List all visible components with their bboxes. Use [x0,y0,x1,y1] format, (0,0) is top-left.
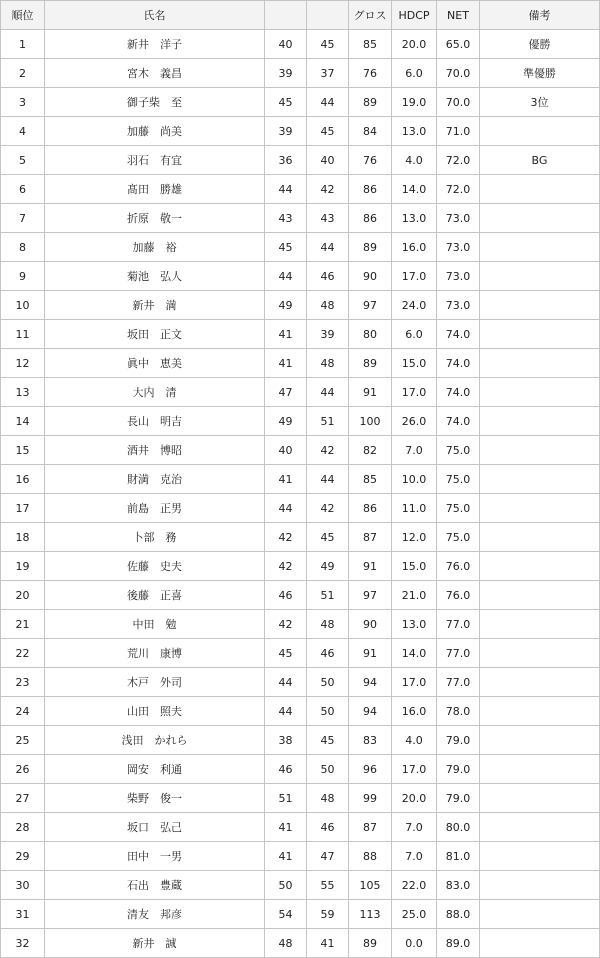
note-cell [480,784,600,813]
table-row [1,726,600,755]
note-cell [480,494,600,523]
in-score-cell: 43 [307,204,349,233]
net-cell: 65.0 [437,30,480,59]
gross-cell: 87 [349,813,392,842]
name-cell: 折原 敬一 [45,204,265,233]
gross-cell: 94 [349,697,392,726]
hdcp-cell: 13.0 [392,204,437,233]
note-cell [480,639,600,668]
out-score-cell: 44 [265,175,307,204]
name-cell: 新井 満 [45,291,265,320]
table-row [1,494,600,523]
table-row [1,784,600,813]
net-cell: 74.0 [437,349,480,378]
name-cell: 菊池 弘人 [45,262,265,291]
note-cell [480,871,600,900]
note-cell: 優勝 [480,30,600,59]
rank-cell: 5 [1,146,45,175]
out-score-cell: 45 [265,233,307,262]
table-row [1,465,600,494]
table-row [1,842,600,871]
note-cell [480,117,600,146]
in-score-cell: 48 [307,349,349,378]
rank-cell: 29 [1,842,45,871]
net-cell: 76.0 [437,581,480,610]
rank-cell: 22 [1,639,45,668]
in-score-cell: 39 [307,320,349,349]
note-cell [480,349,600,378]
rank-cell: 25 [1,726,45,755]
net-cell: 77.0 [437,610,480,639]
rank-cell: 2 [1,59,45,88]
name-cell: 新井 洋子 [45,30,265,59]
gross-cell: 89 [349,88,392,117]
note-cell [480,929,600,958]
net-cell: 73.0 [437,262,480,291]
note-cell [480,842,600,871]
note-cell [480,175,600,204]
note-cell [480,552,600,581]
out-score-cell: 44 [265,697,307,726]
name-cell: 羽石 有宜 [45,146,265,175]
hdcp-cell: 15.0 [392,349,437,378]
out-score-cell: 40 [265,30,307,59]
rank-cell: 8 [1,233,45,262]
table-header [1,1,600,30]
rank-cell: 3 [1,88,45,117]
in-score-cell: 47 [307,842,349,871]
out-score-cell: 51 [265,784,307,813]
table-row [1,697,600,726]
rank-cell: 24 [1,697,45,726]
header-net: NET [437,1,480,30]
net-cell: 80.0 [437,813,480,842]
net-cell: 71.0 [437,117,480,146]
net-cell: 81.0 [437,842,480,871]
gross-cell: 83 [349,726,392,755]
hdcp-cell: 0.0 [392,929,437,958]
table-row [1,523,600,552]
gross-cell: 82 [349,436,392,465]
gross-cell: 97 [349,581,392,610]
table-row [1,610,600,639]
header-rank: 順位 [1,1,45,30]
in-score-cell: 46 [307,639,349,668]
header-in [307,1,349,30]
table-row [1,262,600,291]
gross-cell: 113 [349,900,392,929]
hdcp-cell: 11.0 [392,494,437,523]
out-score-cell: 46 [265,581,307,610]
table-row [1,900,600,929]
net-cell: 70.0 [437,59,480,88]
table-row [1,871,600,900]
in-score-cell: 49 [307,552,349,581]
hdcp-cell: 16.0 [392,697,437,726]
out-score-cell: 42 [265,552,307,581]
note-cell [480,610,600,639]
name-cell: 柴野 俊一 [45,784,265,813]
net-cell: 74.0 [437,320,480,349]
hdcp-cell: 17.0 [392,262,437,291]
hdcp-cell: 13.0 [392,117,437,146]
gross-cell: 100 [349,407,392,436]
out-score-cell: 41 [265,842,307,871]
net-cell: 79.0 [437,726,480,755]
out-score-cell: 45 [265,639,307,668]
gross-cell: 90 [349,262,392,291]
in-score-cell: 44 [307,378,349,407]
out-score-cell: 45 [265,88,307,117]
name-cell: 中田 勉 [45,610,265,639]
rank-cell: 18 [1,523,45,552]
hdcp-cell: 7.0 [392,813,437,842]
net-cell: 77.0 [437,668,480,697]
hdcp-cell: 19.0 [392,88,437,117]
table-row [1,233,600,262]
hdcp-cell: 17.0 [392,378,437,407]
hdcp-cell: 7.0 [392,842,437,871]
note-cell [480,233,600,262]
header-hdcp: HDCP [392,1,437,30]
table-row [1,175,600,204]
out-score-cell: 38 [265,726,307,755]
net-cell: 75.0 [437,523,480,552]
note-cell [480,262,600,291]
hdcp-cell: 17.0 [392,755,437,784]
gross-cell: 88 [349,842,392,871]
table-row [1,117,600,146]
gross-cell: 80 [349,320,392,349]
rank-cell: 28 [1,813,45,842]
rank-cell: 10 [1,291,45,320]
table-row [1,378,600,407]
in-score-cell: 41 [307,929,349,958]
rank-cell: 21 [1,610,45,639]
name-cell: 佐藤 史夫 [45,552,265,581]
gross-cell: 90 [349,610,392,639]
name-cell: 坂田 正文 [45,320,265,349]
name-cell: 卜部 務 [45,523,265,552]
net-cell: 76.0 [437,552,480,581]
net-cell: 88.0 [437,900,480,929]
rank-cell: 12 [1,349,45,378]
note-cell: 準優勝 [480,59,600,88]
name-cell: 清友 邦彦 [45,900,265,929]
hdcp-cell: 10.0 [392,465,437,494]
rank-cell: 16 [1,465,45,494]
out-score-cell: 49 [265,407,307,436]
hdcp-cell: 6.0 [392,59,437,88]
note-cell [480,378,600,407]
in-score-cell: 42 [307,494,349,523]
hdcp-cell: 4.0 [392,726,437,755]
rank-cell: 20 [1,581,45,610]
hdcp-cell: 17.0 [392,668,437,697]
in-score-cell: 59 [307,900,349,929]
note-cell [480,697,600,726]
name-cell: 木戸 外司 [45,668,265,697]
gross-cell: 89 [349,349,392,378]
name-cell: 浅田 かれら [45,726,265,755]
hdcp-cell: 15.0 [392,552,437,581]
net-cell: 73.0 [437,204,480,233]
note-cell [480,320,600,349]
table-row [1,320,600,349]
net-cell: 79.0 [437,755,480,784]
out-score-cell: 44 [265,668,307,697]
table-row [1,668,600,697]
in-score-cell: 46 [307,813,349,842]
in-score-cell: 42 [307,436,349,465]
table-row [1,59,600,88]
name-cell: 岡安 利通 [45,755,265,784]
header-out [265,1,307,30]
gross-cell: 105 [349,871,392,900]
name-cell: 後藤 正喜 [45,581,265,610]
net-cell: 72.0 [437,175,480,204]
out-score-cell: 39 [265,117,307,146]
out-score-cell: 42 [265,523,307,552]
note-cell [480,204,600,233]
header-note: 備考 [480,1,600,30]
hdcp-cell: 20.0 [392,30,437,59]
net-cell: 77.0 [437,639,480,668]
net-cell: 73.0 [437,291,480,320]
net-cell: 74.0 [437,407,480,436]
note-cell [480,465,600,494]
table-row [1,349,600,378]
note-cell [480,581,600,610]
net-cell: 78.0 [437,697,480,726]
hdcp-cell: 7.0 [392,436,437,465]
table-body [1,30,600,958]
in-score-cell: 51 [307,581,349,610]
name-cell: 坂口 弘己 [45,813,265,842]
table-row [1,291,600,320]
table-row [1,436,600,465]
gross-cell: 85 [349,30,392,59]
rank-cell: 32 [1,929,45,958]
hdcp-cell: 22.0 [392,871,437,900]
in-score-cell: 51 [307,407,349,436]
in-score-cell: 45 [307,117,349,146]
name-cell: 大内 清 [45,378,265,407]
rank-cell: 11 [1,320,45,349]
table-row [1,639,600,668]
name-cell: 新井 誠 [45,929,265,958]
table-row [1,581,600,610]
name-cell: 田中 一男 [45,842,265,871]
name-cell: 財満 克治 [45,465,265,494]
hdcp-cell: 20.0 [392,784,437,813]
out-score-cell: 41 [265,465,307,494]
gross-cell: 97 [349,291,392,320]
rank-cell: 31 [1,900,45,929]
in-score-cell: 45 [307,523,349,552]
hdcp-cell: 14.0 [392,639,437,668]
table-row [1,552,600,581]
rank-cell: 4 [1,117,45,146]
net-cell: 89.0 [437,929,480,958]
name-cell: 御子柴 至 [45,88,265,117]
note-cell [480,755,600,784]
net-cell: 72.0 [437,146,480,175]
note-cell [480,407,600,436]
gross-cell: 91 [349,639,392,668]
name-cell: 加藤 尚美 [45,117,265,146]
note-cell [480,668,600,697]
gross-cell: 86 [349,494,392,523]
table-row [1,204,600,233]
note-cell [480,291,600,320]
out-score-cell: 41 [265,349,307,378]
hdcp-cell: 13.0 [392,610,437,639]
hdcp-cell: 12.0 [392,523,437,552]
hdcp-cell: 16.0 [392,233,437,262]
out-score-cell: 47 [265,378,307,407]
note-cell [480,900,600,929]
in-score-cell: 42 [307,175,349,204]
in-score-cell: 40 [307,146,349,175]
hdcp-cell: 24.0 [392,291,437,320]
table-row [1,30,600,59]
net-cell: 79.0 [437,784,480,813]
out-score-cell: 44 [265,262,307,291]
gross-cell: 89 [349,233,392,262]
hdcp-cell: 21.0 [392,581,437,610]
out-score-cell: 41 [265,320,307,349]
rank-cell: 15 [1,436,45,465]
net-cell: 83.0 [437,871,480,900]
name-cell: 酒井 博昭 [45,436,265,465]
gross-cell: 89 [349,929,392,958]
out-score-cell: 41 [265,813,307,842]
hdcp-cell: 6.0 [392,320,437,349]
gross-cell: 76 [349,59,392,88]
gross-cell: 91 [349,552,392,581]
out-score-cell: 49 [265,291,307,320]
gross-cell: 86 [349,204,392,233]
gross-cell: 94 [349,668,392,697]
net-cell: 73.0 [437,233,480,262]
name-cell: 加藤 裕 [45,233,265,262]
gross-cell: 99 [349,784,392,813]
in-score-cell: 50 [307,668,349,697]
gross-cell: 76 [349,146,392,175]
out-score-cell: 46 [265,755,307,784]
table-row [1,755,600,784]
in-score-cell: 45 [307,726,349,755]
in-score-cell: 44 [307,88,349,117]
rank-cell: 19 [1,552,45,581]
header-row [1,1,600,30]
hdcp-cell: 14.0 [392,175,437,204]
net-cell: 70.0 [437,88,480,117]
table-row [1,813,600,842]
name-cell: 長山 明吉 [45,407,265,436]
in-score-cell: 48 [307,610,349,639]
out-score-cell: 39 [265,59,307,88]
net-cell: 75.0 [437,494,480,523]
rank-cell: 26 [1,755,45,784]
rank-cell: 30 [1,871,45,900]
in-score-cell: 37 [307,59,349,88]
out-score-cell: 54 [265,900,307,929]
out-score-cell: 44 [265,494,307,523]
in-score-cell: 44 [307,233,349,262]
header-name: 氏名 [45,1,265,30]
rank-cell: 6 [1,175,45,204]
gross-cell: 84 [349,117,392,146]
name-cell: 山田 照夫 [45,697,265,726]
in-score-cell: 48 [307,291,349,320]
in-score-cell: 46 [307,262,349,291]
note-cell [480,813,600,842]
header-gross: グロス [349,1,392,30]
out-score-cell: 36 [265,146,307,175]
gross-cell: 86 [349,175,392,204]
rank-cell: 27 [1,784,45,813]
in-score-cell: 50 [307,755,349,784]
note-cell [480,726,600,755]
name-cell: 前島 正男 [45,494,265,523]
table-row [1,407,600,436]
in-score-cell: 50 [307,697,349,726]
rank-cell: 13 [1,378,45,407]
in-score-cell: 55 [307,871,349,900]
gross-cell: 96 [349,755,392,784]
net-cell: 75.0 [437,465,480,494]
gross-cell: 85 [349,465,392,494]
rank-cell: 1 [1,30,45,59]
gross-cell: 87 [349,523,392,552]
name-cell: 石出 豊蔵 [45,871,265,900]
rank-cell: 23 [1,668,45,697]
net-cell: 74.0 [437,378,480,407]
rank-cell: 7 [1,204,45,233]
out-score-cell: 42 [265,610,307,639]
net-cell: 75.0 [437,436,480,465]
out-score-cell: 50 [265,871,307,900]
table-row [1,929,600,958]
table-row [1,88,600,117]
note-cell [480,436,600,465]
name-cell: 宮木 義昌 [45,59,265,88]
name-cell: 荒川 康博 [45,639,265,668]
in-score-cell: 44 [307,465,349,494]
hdcp-cell: 4.0 [392,146,437,175]
in-score-cell: 45 [307,30,349,59]
table-row [1,146,600,175]
note-cell [480,523,600,552]
rank-cell: 14 [1,407,45,436]
rank-cell: 17 [1,494,45,523]
note-cell: 3位 [480,88,600,117]
out-score-cell: 48 [265,929,307,958]
note-cell: BG [480,146,600,175]
out-score-cell: 43 [265,204,307,233]
name-cell: 髙田 勝雄 [45,175,265,204]
gross-cell: 91 [349,378,392,407]
in-score-cell: 48 [307,784,349,813]
out-score-cell: 40 [265,436,307,465]
rank-cell: 9 [1,262,45,291]
hdcp-cell: 25.0 [392,900,437,929]
hdcp-cell: 26.0 [392,407,437,436]
name-cell: 眞中 恵美 [45,349,265,378]
